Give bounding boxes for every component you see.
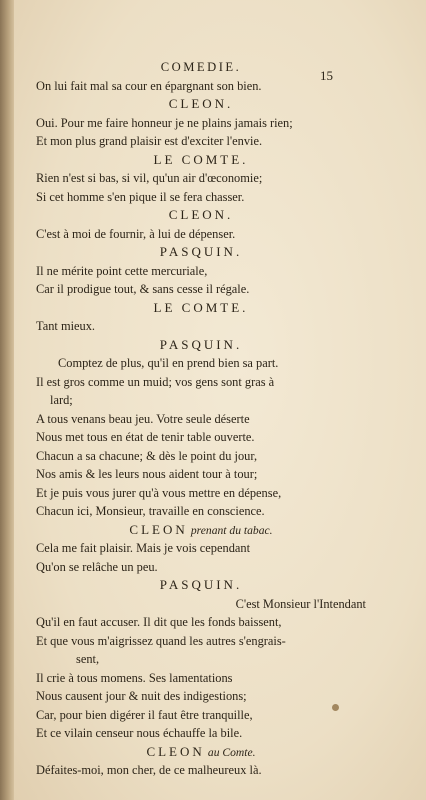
speaker-label: CLEON. bbox=[168, 207, 234, 222]
verse-line: Et je puis vous jurer qu'à vous mettre en dépense, bbox=[36, 485, 282, 500]
verse-line: A tous venans beau jeu. Votre seule déserte bbox=[36, 411, 250, 426]
verse-line: Chacun ici, Monsieur, travaille en conscience. bbox=[36, 504, 265, 518]
speaker-label: LE COMTE. bbox=[153, 299, 249, 315]
verse-line: Qu'il en faut accuser. Il dit que les fonds baissent, bbox=[36, 615, 282, 629]
verse-line: Car il prodigue tout, & sans cesse il régale. bbox=[36, 282, 250, 296]
dialogue-lines bbox=[36, 77, 366, 780]
verse-line: Et que vous m'aigrissez quand les autres s'engrais- bbox=[36, 633, 286, 648]
speaker-name bbox=[36, 336, 366, 355]
page-number: 15 bbox=[320, 68, 333, 83]
page-text-block bbox=[36, 58, 366, 780]
verse-line: Et ce vilain censeur nous échauffe la bile. bbox=[36, 726, 243, 740]
verse-line: Car, pour bien digérer il faut être tranquille, bbox=[36, 707, 253, 722]
book-page bbox=[14, 0, 426, 800]
verse-line: C'est à moi de fournir, à lui de dépenser. bbox=[36, 226, 236, 241]
stage-direction: au Comte. bbox=[207, 745, 256, 759]
verse-line: Comptez de plus, qu'il en prend bien sa part. bbox=[58, 356, 279, 370]
verse-line: Rien n'est si bas, si vil, qu'un air d'œconomie; bbox=[36, 171, 263, 185]
speaker-name bbox=[36, 299, 366, 318]
verse-line: Cela me fait plaisir. Mais je vois cependant bbox=[36, 541, 251, 555]
verse-line: Chacun a sa chacune; & dès le point du jour, bbox=[36, 448, 258, 463]
verse-line: Défaites-moi, mon cher, de ce malheureux là. bbox=[36, 763, 262, 777]
ink-spot bbox=[332, 704, 339, 711]
speaker-label: CLEON bbox=[129, 521, 188, 537]
speaker-label: PASQUIN. bbox=[159, 577, 243, 592]
speaker-name bbox=[36, 151, 366, 170]
book-spine-shadow bbox=[0, 0, 14, 800]
verse-line: Si cet homme s'en pique il se fera chasser. bbox=[36, 189, 245, 204]
verse-line: Il ne mérite point cette mercuriale, bbox=[36, 263, 208, 278]
speaker-name bbox=[36, 206, 366, 225]
speaker-label: PASQUIN. bbox=[159, 244, 243, 259]
running-header: COMEDIE. bbox=[160, 60, 242, 74]
speaker-name bbox=[36, 95, 366, 114]
speaker-label: LE COMTE. bbox=[153, 151, 249, 167]
verse-line: Tant mieux. bbox=[36, 319, 96, 333]
stage-direction: prenant du tabac. bbox=[190, 523, 273, 537]
verse-line: lard; bbox=[50, 393, 73, 407]
verse-line: Et mon plus grand plaisir est d'exciter l'envie. bbox=[36, 134, 263, 148]
speaker-name bbox=[36, 243, 366, 262]
speaker-label: CLEON. bbox=[168, 96, 234, 111]
speaker-label: CLEON bbox=[146, 743, 205, 759]
verse-line: Il est gros comme un muid; vos gens sont gras à bbox=[36, 374, 275, 389]
speaker-name bbox=[36, 576, 366, 595]
verse-line: Nous causent jour & nuit des indigestions; bbox=[36, 689, 247, 703]
verse-line: Oui. Pour me faire honneur je ne plains jamais rien; bbox=[36, 115, 293, 130]
speaker-with-direction bbox=[36, 743, 366, 762]
verse-line: C'est Monsieur l'Intendant bbox=[235, 596, 366, 611]
verse-line: Qu'on se relâche un peu. bbox=[36, 559, 158, 574]
speaker-with-direction bbox=[36, 521, 366, 540]
verse-line: On lui fait mal sa cour en épargnant son bien. bbox=[36, 78, 262, 93]
verse-line: Il crie à tous momens. Ses lamentations bbox=[36, 670, 233, 685]
verse-line: sent, bbox=[76, 652, 100, 666]
speaker-label: PASQUIN. bbox=[159, 336, 243, 352]
verse-line: Nous met tous en état de tenir table ouverte. bbox=[36, 430, 255, 444]
verse-line: Nos amis & les leurs nous aident tour à tour; bbox=[36, 467, 258, 481]
